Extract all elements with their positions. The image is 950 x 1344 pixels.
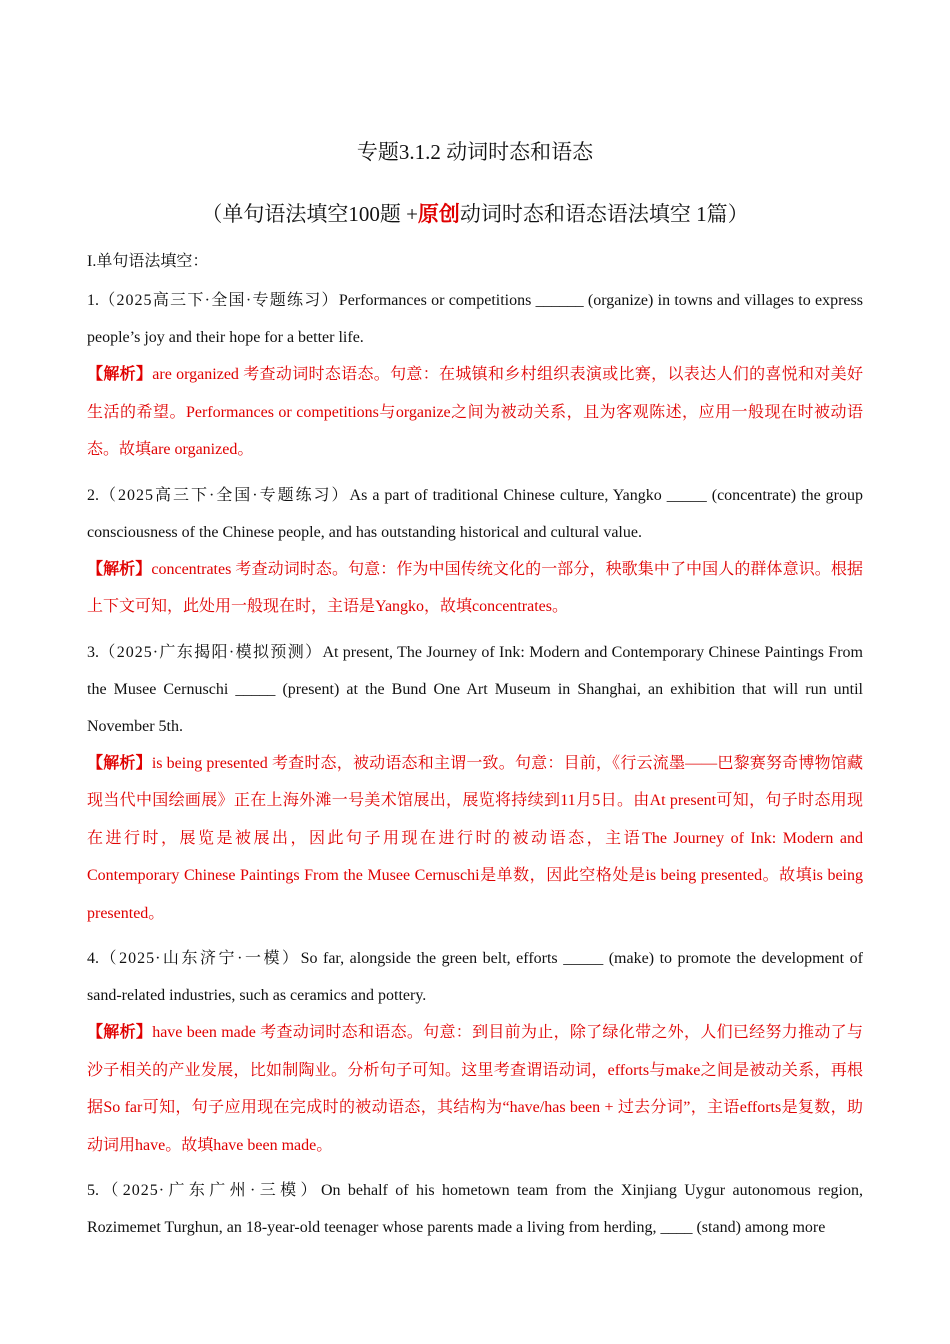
answer-text: concentrates 考查动词时态。句意：作为中国传统文化的一部分，秧歌集中了中国人的群体意识。根据上下文可知，此处用一般现在时，主语是Yangko，故填concentrates。 (87, 560, 863, 615)
question-text: Performances or competitions ______ (organize) in towns and villages to express people’s joy and their hope for a better life. (87, 292, 863, 346)
answer-1 (87, 356, 863, 469)
question-text: So far, alongside the green belt, efforts _____ (make) to promote the development of sand-related industries, such as ceramics and pottery. (87, 950, 863, 1004)
question-number: 2. (87, 486, 99, 504)
answer-text: have been made 考查动词时态和语态。句意：到目前为止，除了绿化带之外，人们已经努力推动了与沙子相关的产业发展，比如制陶业。分析句子可知。这里考查谓语动词，efforts与make之间是被动关系，再根据So far可知，句子应用现在完成时的被动语态，其结构为“have/has been + 过去分词”，主语efforts是复数，助动词用have。故填have been made。 (87, 1024, 863, 1154)
answer-tag: 【解析】 (87, 1024, 153, 1041)
answer-text: is being presented 考查时态，被动语态和主谓一致。句意：目前，《行云流墨——巴黎赛努奇博物馆藏现当代中国绘画展》正在上海外滩一号美术馆展出，展览将持续到11月5日。由At present可知，句子时态用现在进行时，展览是被展出，因此句子用现在进行时的被动语态，主语The Journey of Ink: Modern and Contemporary Chinese Paintings From the Musee Cernuschi是单数，因此空格处是is being presented。故填is being presented。 (87, 754, 863, 922)
question-number: 3. (87, 643, 99, 661)
question-1 (87, 282, 863, 356)
document-title: 专题3.1.2 动词时态和语态 (356, 140, 594, 164)
question-5 (87, 1172, 863, 1246)
question-text: At present, The Journey of Ink: Modern and Contemporary Chinese Paintings From the Musee Cernuschi _____ (present) at the Bund One Art Museum in Shanghai, an exhibition that will run until November 5th. (87, 643, 863, 735)
answer-text: are organized 考查动词时态语态。句意：在城镇和乡村组织表演或比赛，以表达人们的喜悦和对美好生活的希望。Performances or competitions与organize之间为被动关系，且为客观陈述，应用一般现在时被动语态。故填are organized。 (87, 366, 863, 458)
question-text: On behalf of his hometown team from the Xinjiang Uygur autonomous region, Rozimemet Turghun, an 18-year-old teenager whose parents made a living from herding, ____ (stand) among more (87, 1182, 863, 1236)
answer-4 (87, 1014, 863, 1164)
section-heading: I.单句语法填空： (87, 253, 209, 270)
document-page (87, 128, 863, 1246)
question-source: （2025高三下·全国·专题练习） (99, 486, 350, 504)
answer-tag: 【解析】 (87, 366, 153, 383)
question-number: 4. (87, 950, 99, 967)
subtitle-suffix: 动词时态和语态语法填空 1篇） (459, 202, 749, 226)
question-number: 1. (87, 292, 99, 309)
question-source: （2025高三下·全国·专题练习） (99, 292, 339, 309)
question-4 (87, 940, 863, 1014)
subtitle-highlight: 原创 (417, 202, 460, 226)
answer-3 (87, 745, 863, 933)
question-source: （2025·广东广州·三模） (99, 1182, 321, 1199)
question-source: （2025·广东揭阳·模拟预测） (99, 643, 323, 661)
question-number: 5. (87, 1182, 99, 1199)
answer-tag: 【解析】 (87, 754, 152, 772)
answer-2 (87, 551, 863, 626)
question-source: （2025·山东济宁·一模） (99, 950, 301, 967)
question-3 (87, 634, 863, 745)
document-subtitle (87, 198, 863, 230)
answer-tag: 【解析】 (87, 560, 152, 578)
question-2 (87, 477, 863, 551)
question-text: As a part of traditional Chinese culture, Yangko _____ (concentrate) the group consciousness of the Chinese people, and has outstanding historical and cultural value. (87, 486, 863, 541)
subtitle-prefix: （单句语法填空100题 + (201, 202, 418, 226)
